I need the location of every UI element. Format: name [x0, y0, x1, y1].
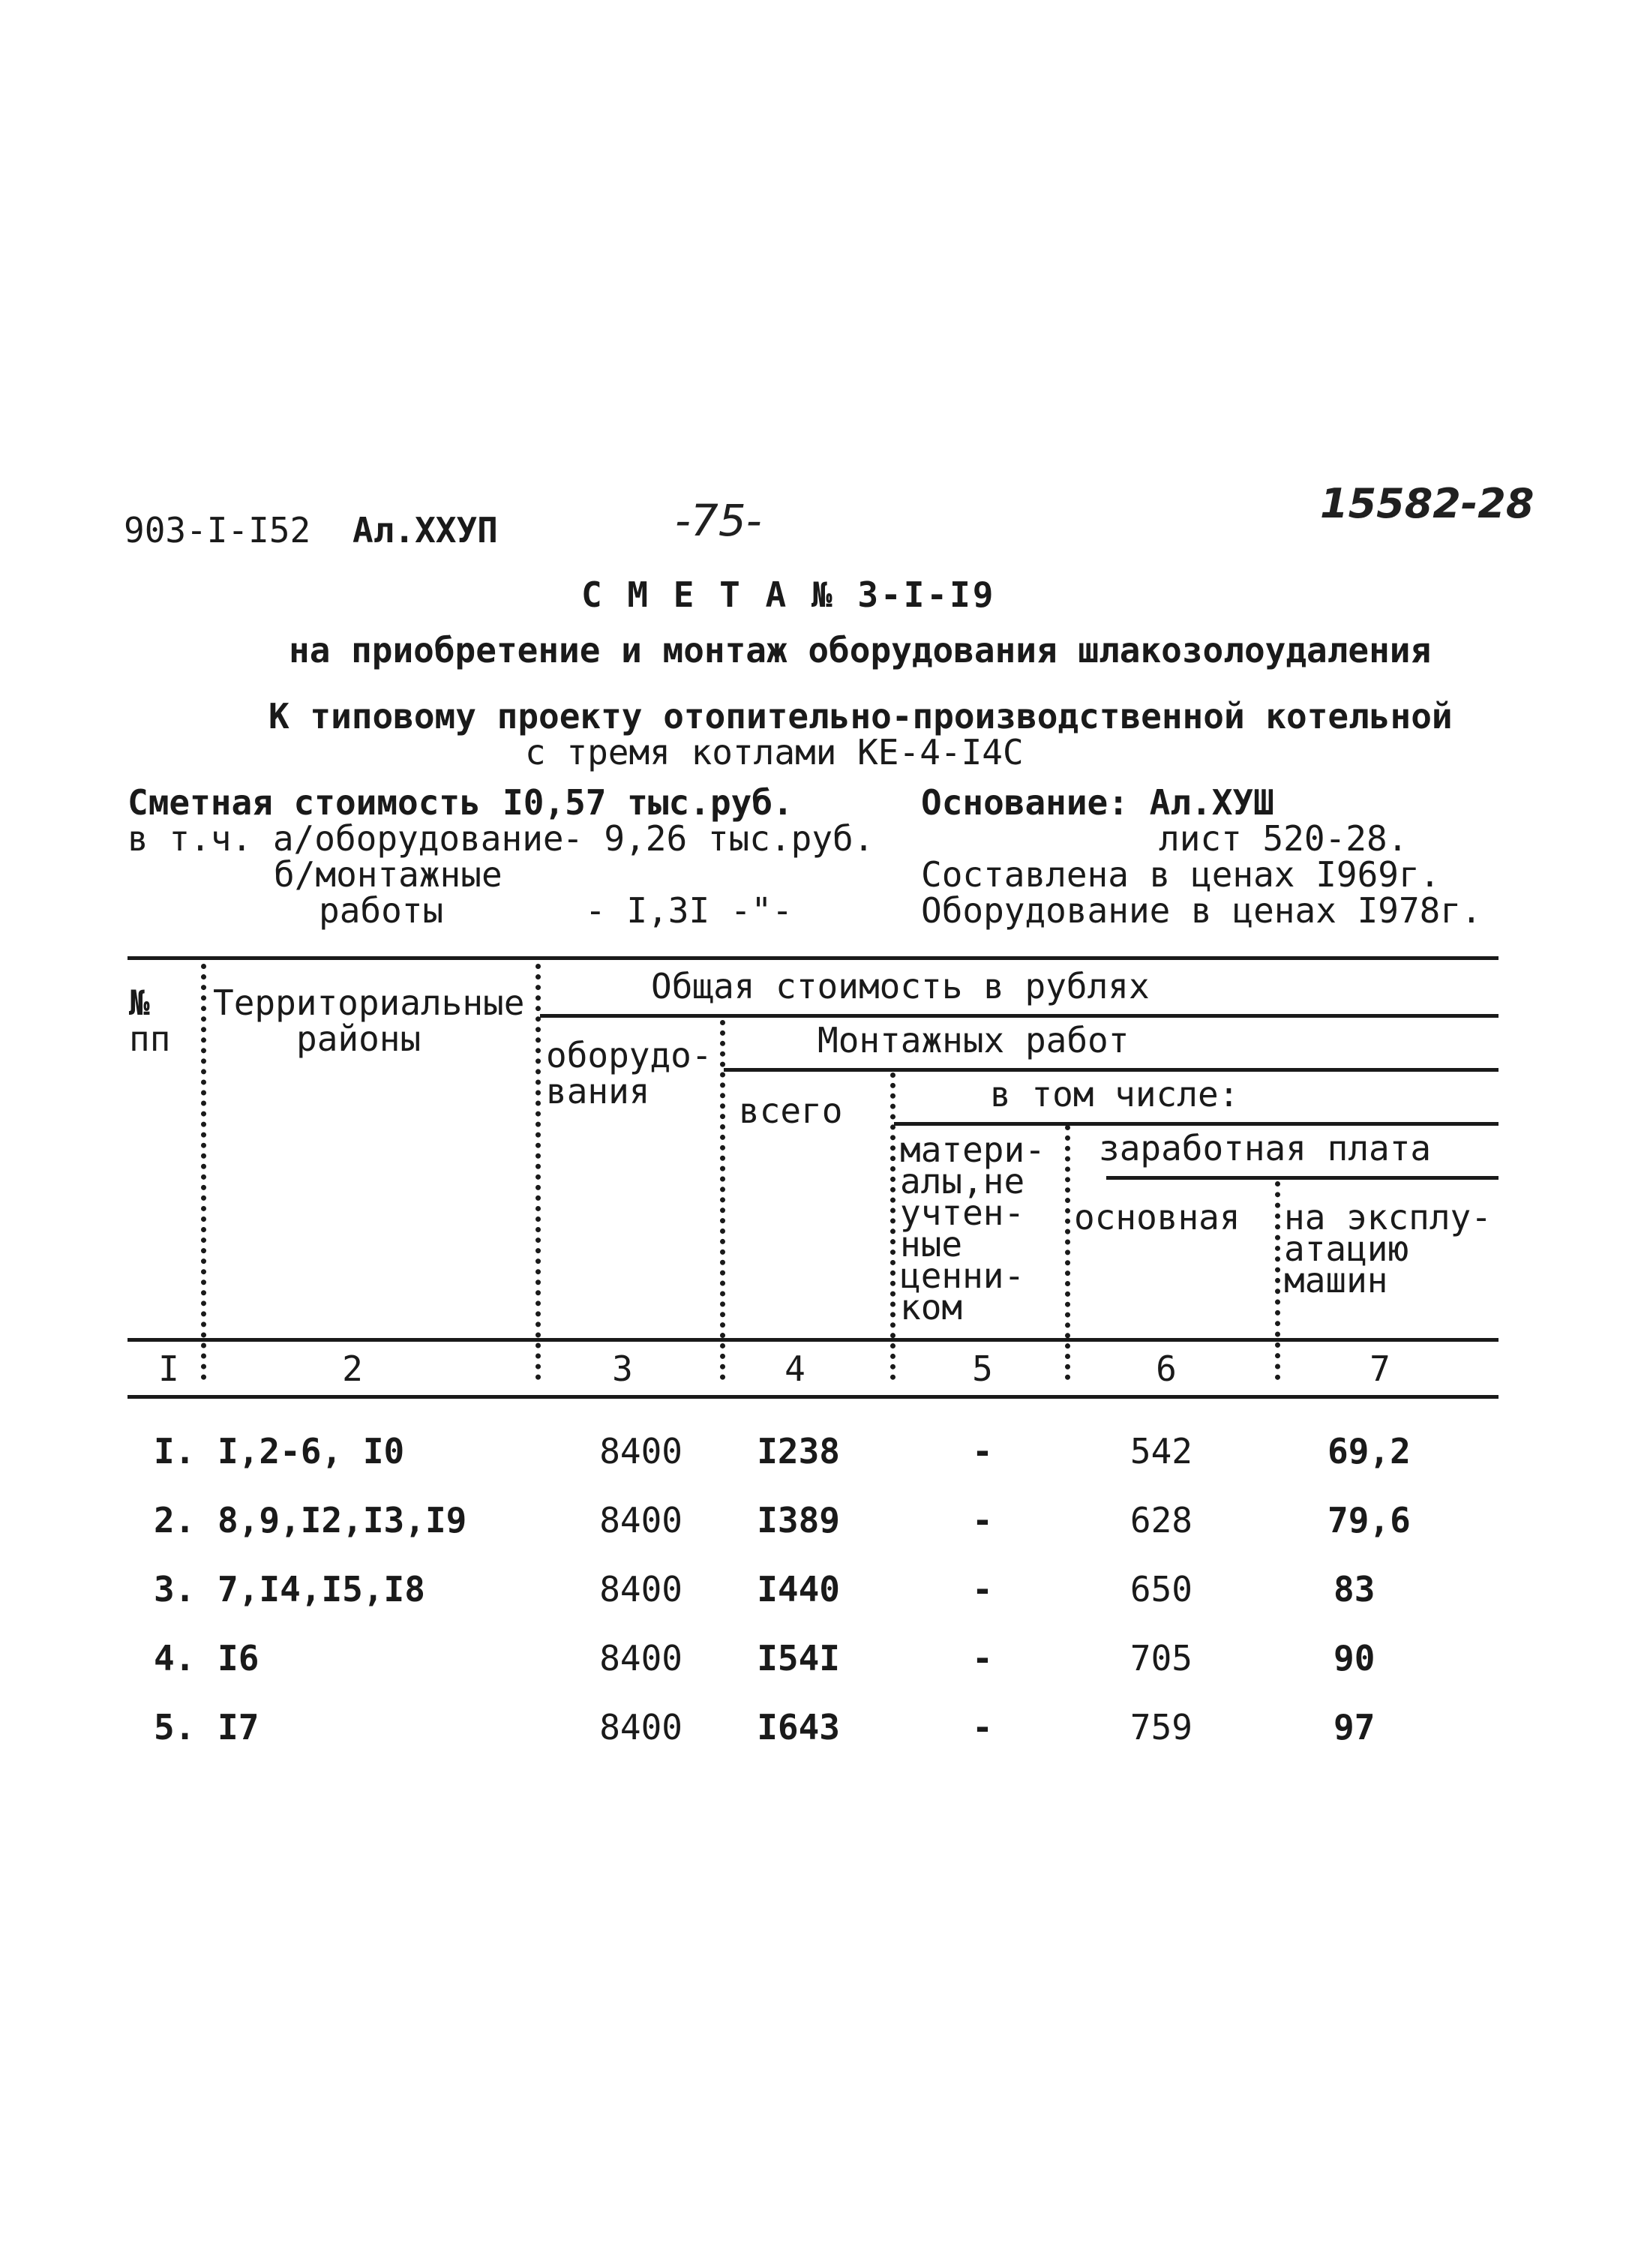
row-regions: 8,9,I2,I3,I9: [218, 1500, 467, 1540]
basis-label: Основание: Ал.XУШ: [921, 782, 1274, 823]
row-basic: 628: [1130, 1500, 1192, 1540]
header-materials-4: ные: [900, 1224, 963, 1264]
document-code: 903-I-I52: [124, 510, 311, 550]
column-numbers-rule: [128, 1395, 1498, 1399]
row-equipment: 8400: [599, 1638, 682, 1678]
header-num-1: №: [129, 982, 150, 1023]
cost-value: I0,57 тыс.руб.: [502, 782, 794, 823]
header-including: в том числе:: [990, 1074, 1240, 1114]
column-number-5: 5: [972, 1348, 993, 1389]
wages-rule: [1106, 1176, 1498, 1180]
page-number: -75-: [675, 495, 762, 546]
cost-label: Сметная стоимость: [128, 782, 481, 823]
row-machines: 79,6: [1328, 1500, 1411, 1540]
prices-1969: Составлена в ценах I969г.: [921, 854, 1441, 895]
project-line-2: с тремя котлами КЕ-4-I4С: [525, 732, 1024, 772]
header-basic: основная: [1074, 1197, 1240, 1238]
row-regions: I6: [218, 1638, 260, 1678]
archive-number: 15582-28: [1320, 480, 1534, 527]
header-all: всего: [739, 1090, 843, 1131]
row-num: 4.: [154, 1638, 196, 1678]
total-cost-rule: [540, 1014, 1498, 1018]
table-top-rule: [128, 956, 1498, 960]
row-basic: 705: [1130, 1638, 1192, 1678]
row-materials: -: [972, 1500, 993, 1540]
row-num: 5.: [154, 1707, 196, 1748]
album-number: Ал.XXУП: [352, 510, 498, 550]
header-materials-3: учтен-: [900, 1192, 1025, 1233]
col-separator-5: [1065, 1125, 1070, 1380]
row-regions: I7: [218, 1707, 260, 1748]
row-equipment: 8400: [599, 1569, 682, 1610]
installation-rule: [724, 1068, 1498, 1072]
row-materials: -: [972, 1431, 993, 1472]
column-number-4: 4: [784, 1348, 806, 1389]
estimate-subtitle: на приобретение и монтаж оборудования шлакозолоудаления: [289, 630, 1432, 670]
header-regions-2: районы: [296, 1018, 422, 1059]
header-machines-2: атацию: [1284, 1228, 1409, 1269]
row-num: 3.: [154, 1569, 196, 1610]
row-basic: 542: [1130, 1431, 1192, 1472]
row-total: I54I: [757, 1638, 840, 1678]
header-bottom-rule: [128, 1338, 1498, 1342]
install-label-2: работы: [319, 890, 444, 931]
row-materials: -: [972, 1569, 993, 1610]
header-materials-6: ком: [900, 1287, 963, 1328]
row-equipment: 8400: [599, 1500, 682, 1540]
row-num: 2.: [154, 1500, 196, 1540]
equipment-value: - 9,26 тыс.руб.: [562, 818, 874, 859]
row-basic: 650: [1130, 1569, 1192, 1610]
row-total: I643: [757, 1707, 840, 1748]
install-value: - I,3I -"-: [585, 890, 793, 931]
col-separator-4: [890, 1072, 896, 1380]
including-rule: [894, 1122, 1498, 1126]
column-number-6: 6: [1156, 1348, 1177, 1389]
header-materials-1: матери-: [900, 1130, 1046, 1170]
header-num-2: пп: [129, 1018, 171, 1059]
row-regions: I,2-6, I0: [218, 1431, 405, 1472]
header-materials-2: алы,не: [900, 1161, 1025, 1202]
header-machines-3: машин: [1284, 1260, 1388, 1300]
row-machines: 83: [1334, 1569, 1376, 1610]
header-total-cost: Общая стоимость в рублях: [651, 966, 1150, 1006]
row-machines: 90: [1334, 1638, 1376, 1678]
row-equipment: 8400: [599, 1707, 682, 1748]
row-materials: -: [972, 1707, 993, 1748]
column-number-7: 7: [1370, 1348, 1390, 1389]
col-separator-1: [201, 964, 206, 1380]
incl-label: в т.ч. а/оборудование: [128, 818, 564, 859]
header-equipment-2: вания: [546, 1071, 650, 1112]
project-line-1: К типовому проекту отопительно-производственной котельной: [268, 696, 1453, 736]
col-separator-6: [1275, 1181, 1280, 1380]
row-machines: 97: [1334, 1707, 1376, 1748]
header-materials-5: ценни-: [900, 1256, 1025, 1296]
row-machines: 69,2: [1328, 1431, 1411, 1472]
row-basic: 759: [1130, 1707, 1192, 1748]
column-number-2: 2: [342, 1348, 363, 1389]
header-installation: Монтажных работ: [818, 1020, 1130, 1060]
install-label-1: б/монтажные: [274, 854, 502, 895]
col-separator-2: [536, 964, 541, 1380]
row-total: I440: [757, 1569, 840, 1610]
column-number-1: I: [158, 1348, 179, 1389]
row-total: I389: [757, 1500, 840, 1540]
row-num: I.: [154, 1431, 196, 1472]
col-separator-3: [720, 1020, 725, 1380]
prices-1978: Оборудование в ценах I978г.: [921, 890, 1482, 931]
row-total: I238: [757, 1431, 840, 1472]
header-regions-1: Территориальные: [213, 982, 525, 1023]
row-regions: 7,I4,I5,I8: [218, 1569, 425, 1610]
row-equipment: 8400: [599, 1431, 682, 1472]
header-wages: заработная плата: [1099, 1128, 1432, 1168]
estimate-title: С М Е Т А № 3-I-I9: [581, 574, 996, 615]
basis-sheet: лист 520-28.: [1159, 818, 1408, 859]
header-equipment-1: оборудо-: [546, 1035, 712, 1076]
column-number-3: 3: [612, 1348, 633, 1389]
row-materials: -: [972, 1638, 993, 1678]
header-machines-1: на эксплу-: [1284, 1197, 1492, 1238]
